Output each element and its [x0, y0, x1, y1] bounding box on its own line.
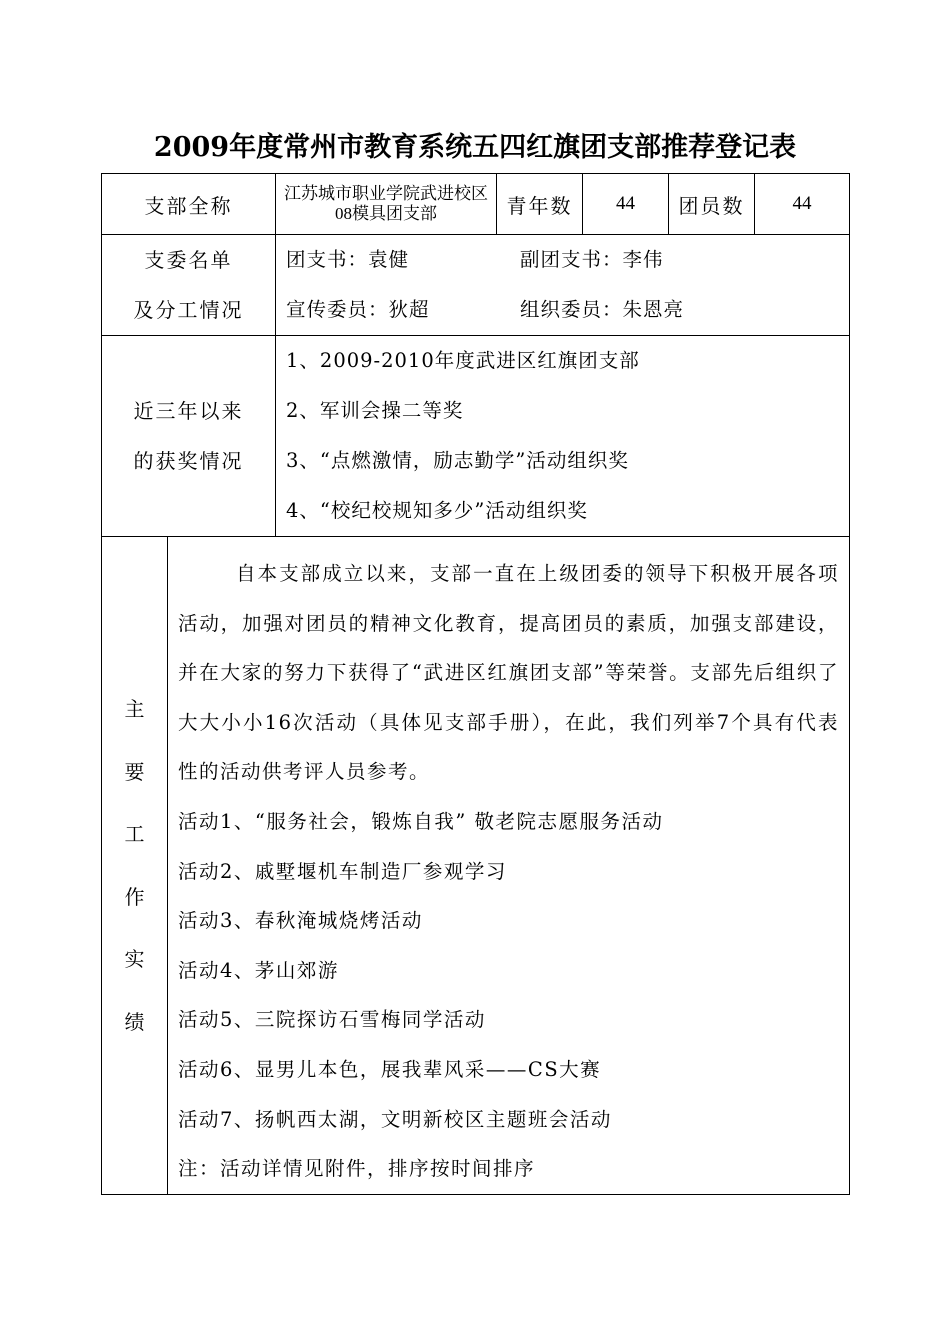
committee-label-line1: 支委名单 [144, 248, 233, 272]
branch-full-name [276, 174, 497, 235]
youth-count-label: 青年数 [497, 174, 583, 235]
award-item: 4、“校纪校规知多少”活动组织奖 [286, 499, 588, 522]
member-count-label: 团员数 [669, 174, 755, 235]
publicity-member-text: 宣传委员：狄超 [286, 298, 430, 321]
committee-label [102, 235, 276, 336]
awards-label [102, 336, 276, 537]
main-work-label [102, 537, 168, 1195]
deputy-secretary-text: 副团支书：李伟 [520, 248, 664, 271]
activity-item: 活动7、扬帆西太湖，文明新校区主题班会活动 [178, 1107, 612, 1131]
award-item: 3、“点燃激情，励志勤学”活动组织奖 [286, 449, 629, 472]
page-title: 2009年度常州市教育系统五四红旗团支部推荐登记表 [153, 132, 797, 163]
branch-name-line2: 08模具团支部 [335, 204, 437, 223]
awards-label-line1: 近三年以来 [133, 399, 244, 423]
branch-name-line1: 江苏城市职业学院武进校区 [284, 184, 488, 203]
committee-label-line2: 及分工情况 [133, 298, 244, 322]
awards-row [102, 336, 850, 537]
main-work-label-char: 作 [124, 884, 145, 909]
activity-item: 活动4、茅山郊游 [178, 958, 339, 982]
main-work-row [102, 537, 850, 1195]
awards-list [276, 336, 850, 537]
award-item: 1、2009-2010年度武进区红旗团支部 [286, 349, 640, 372]
branch-info-row [102, 174, 850, 235]
activity-item: 活动3、春秋淹城烧烤活动 [178, 909, 423, 933]
activity-item: 活动1、“服务社会，锻炼自我” 敬老院志愿服务活动 [178, 809, 664, 833]
main-work-intro: 自本支部成立以来，支部一直在上级团委的领导下积极开展各项活动，加强对团员的精神文化教育，提高团员的素质，加强支部建设，并在大家的努力下获得了“武进区红旗团支部”等荣誉。支部先后组织了大大小小16次活动（具体见支部手册），在此，我们列举7个具有代表性的活动供考评人员参考。 [178, 562, 839, 784]
main-work-content [168, 537, 850, 1195]
award-item: 2、军训会操二等奖 [286, 399, 464, 422]
activity-note: 注：活动详情见附件，排序按时间排序 [178, 1157, 536, 1181]
main-work-label-char: 要 [124, 759, 145, 784]
awards-label-line2: 的获奖情况 [133, 449, 244, 473]
member-count-value: 44 [755, 174, 850, 235]
main-work-label-char: 工 [124, 822, 145, 846]
youth-count-value: 44 [583, 174, 669, 235]
full-name-label: 支部全称 [102, 174, 276, 235]
activity-item: 活动6、显男儿本色，展我辈风采——CS大赛 [178, 1057, 602, 1081]
main-work-label-char: 实 [124, 947, 145, 971]
activity-item: 活动5、三院探访石雪梅同学活动 [178, 1008, 486, 1032]
committee-row [102, 235, 850, 336]
organization-member-text: 组织委员：朱恩亮 [520, 298, 685, 321]
committee-content [276, 235, 850, 336]
main-work-label-char: 绩 [124, 1009, 145, 1034]
main-work-label-char: 主 [124, 697, 145, 721]
activity-item: 活动2、戚墅堰机车制造厂参观学习 [178, 859, 507, 883]
secretary-text: 团支书：袁健 [286, 248, 410, 271]
registration-form-table [101, 173, 850, 1195]
